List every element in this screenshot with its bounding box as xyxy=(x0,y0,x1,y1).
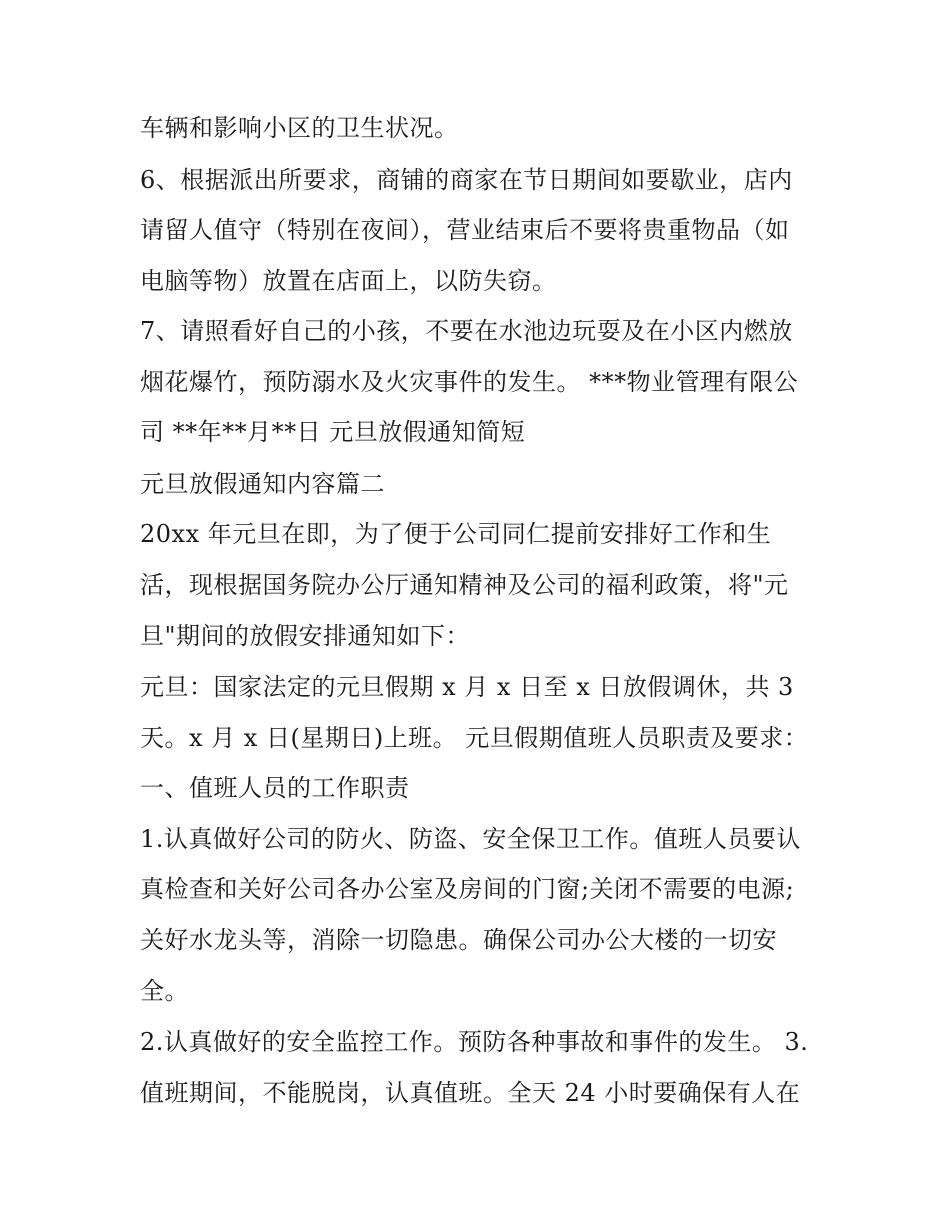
text-line: 车辆和影响小区的卫生状况。 xyxy=(140,114,459,142)
text-line: 司 **年**月**日 元旦放假通知简短 xyxy=(140,418,526,446)
text-line: 活，现根据国务院办公厅通知精神及公司的福利政策，将"元 xyxy=(140,571,789,599)
text-line: 1.认真做好公司的防火、防盗、安全保卫工作。值班人员要认 xyxy=(140,825,801,853)
text-line: 2.认真做好的安全监控工作。预防各种事故和事件的发生。 3. xyxy=(140,1028,809,1056)
section-heading: 一、值班人员的工作职责 xyxy=(140,774,410,802)
text-line: 旦"期间的放假安排通知如下： xyxy=(140,622,471,650)
text-line: 电脑等物）放置在店面上，以防失窃。 xyxy=(140,267,557,295)
text-line: 请留人值守（特别在夜间），营业结束后不要将贵重物品（如 xyxy=(140,216,790,244)
text-line: 20xx 年元旦在即，为了便于公司同仁提前安排好工作和生 xyxy=(140,520,772,548)
text-line: 烟花爆竹，预防溺水及火灾事件的发生。 ***物业管理有限公 xyxy=(140,368,799,396)
text-line: 真检查和关好公司各办公室及房间的门窗;关闭不需要的电源; xyxy=(140,875,795,903)
text-line: 天。x 月 x 日(星期日)上班。 元旦假期值班人员职责及要求： xyxy=(140,724,809,752)
text-line: 元旦：国家法定的元旦假期 x 月 x 日至 x 日放假调休，共 3 xyxy=(140,673,794,701)
text-line: 值班期间，不能脱岗，认真值班。全天 24 小时要确保有人在 xyxy=(140,1079,801,1107)
text-line: 7、请照看好自己的小孩，不要在水池边玩耍及在小区内燃放 xyxy=(140,317,793,345)
section-heading: 元旦放假通知内容篇二 xyxy=(140,470,385,498)
text-line: 关好水龙头等，消除一切隐患。确保公司办公大楼的一切安 xyxy=(140,926,777,954)
text-line: 6、根据派出所要求，商铺的商家在节日期间如要歇业，店内 xyxy=(140,166,793,194)
text-line: 全。 xyxy=(140,977,189,1005)
